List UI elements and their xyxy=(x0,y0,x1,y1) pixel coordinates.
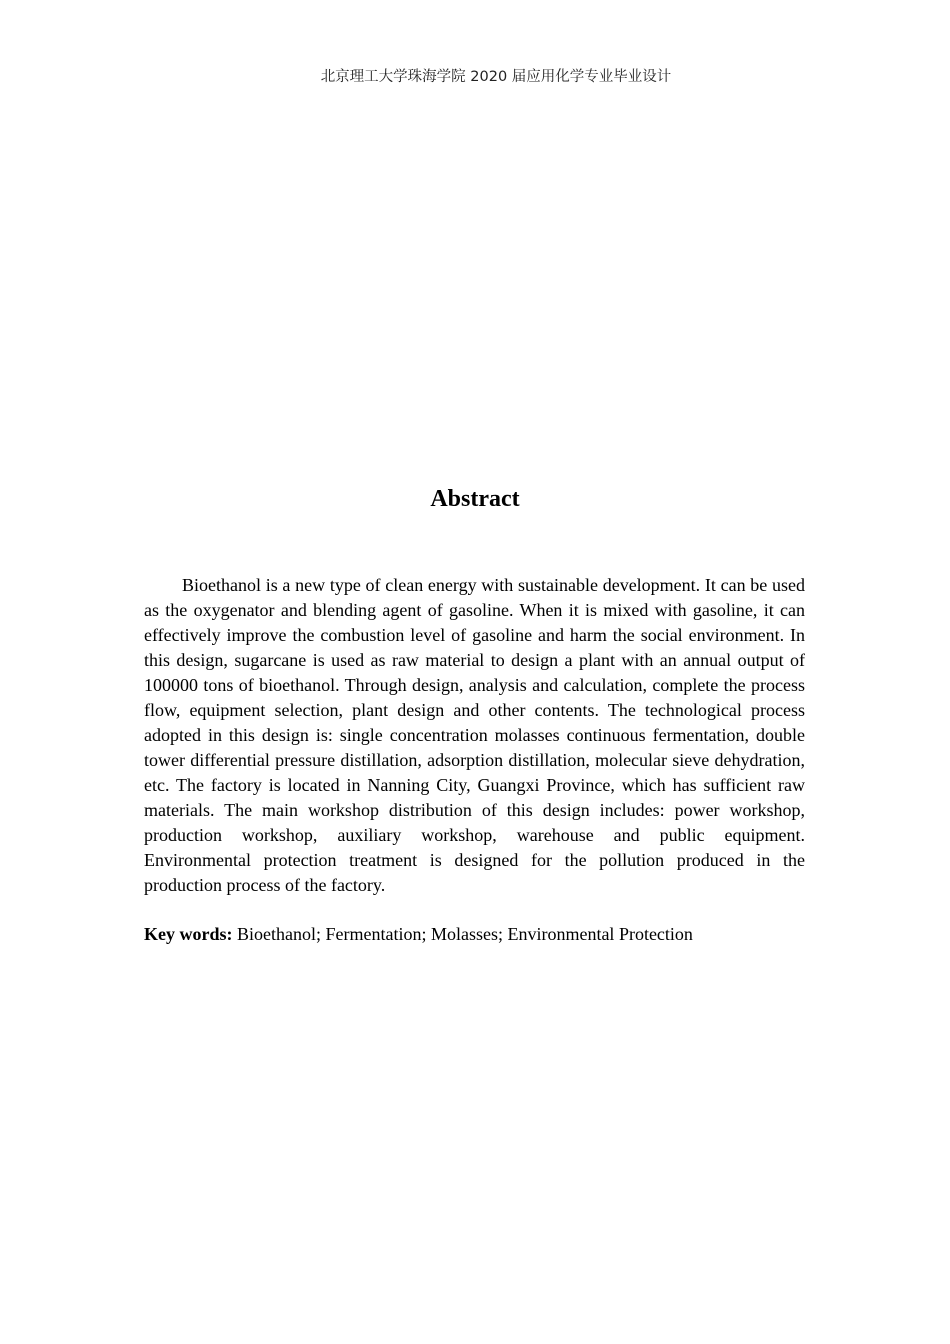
keywords-line xyxy=(144,922,805,947)
page-header: 北京理工大学珠海学院 2020 届应用化学专业毕业设计 xyxy=(320,69,672,85)
keywords-list: Bioethanol; Fermentation; Molasses; Environmental Protection xyxy=(232,924,693,944)
abstract-body: Bioethanol is a new type of clean energy with sustainable development. It can be used as the oxygenator and blending agent of gasoline. When it is mixed with gasoline, it can effectively improve the combustion level of gasoline and harm the social environment. In this design, sugarcane is used as raw material to design a plant with an annual output of 100000 tons of bioethanol. Through design, analysis and calculation, complete the process flow, equipment selection, plant design and other contents. The technological process adopted in this design is: single concentration molasses continuous fermentation, double tower differential pressure distillation, adsorption distillation, molecular sieve dehydration, etc. The factory is located in Nanning City, Guangxi Province, which has sufficient raw materials. The main workshop distribution of this design includes: power workshop, production workshop, auxiliary workshop, warehouse and public equipment. Environmental protection treatment is designed for the pollution produced in the production process of the factory. xyxy=(144,575,805,895)
abstract-title: Abstract xyxy=(430,486,520,512)
keywords-label: Key words: xyxy=(144,924,233,944)
